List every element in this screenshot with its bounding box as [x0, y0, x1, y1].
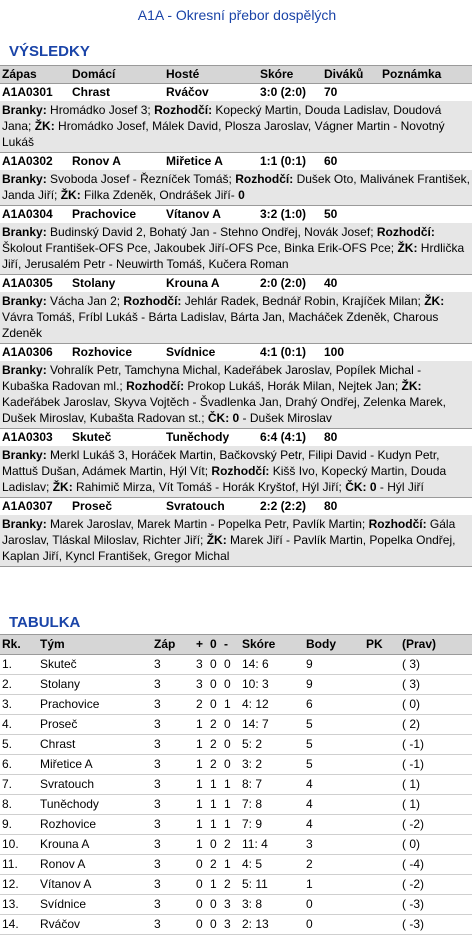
standings-pk — [366, 775, 402, 794]
match-away-team: Vítanov A — [166, 207, 221, 221]
table-heading: TABULKA — [9, 614, 81, 631]
col-draws: 0 — [210, 637, 217, 651]
match-list — [0, 84, 472, 567]
detail-label: Branky: — [2, 225, 47, 239]
standings-team-name: Svratouch — [40, 777, 95, 791]
standings-draws: 1 — [210, 797, 217, 811]
match-row — [0, 498, 472, 515]
standings-wins: 1 — [196, 777, 203, 791]
standings-draws: 1 — [210, 877, 217, 891]
match-note — [382, 84, 472, 101]
detail-label: Rozhodčí: — [126, 379, 185, 393]
match-score: 3:2 (1:0) — [260, 207, 307, 221]
match-row — [0, 275, 472, 292]
standings-played: 3 — [154, 757, 161, 771]
detail-text: Kadeřábek Jaroslav, Skyva Vojtěch - Švadlenka Jan, Drahý Ondřej, Zelenka Marek, Dušek Miroslav, Kubašta Radovan st.; — [2, 395, 446, 425]
detail-text: Dušek Oto, Malivánek František, Janda Jiří; — [2, 172, 470, 202]
detail-label: Branky: — [2, 294, 47, 308]
match-away-team: Rváčov — [166, 85, 209, 99]
detail-text: Hromádko Josef, Málek David, Plosza Jaroslav, Vágner Martin - Novotný Lukáš — [2, 119, 445, 149]
standings-points: 4 — [306, 817, 313, 831]
detail-text: Merkl Lukáš 3, Horáček Martin, Bačkovský Petr, Filipi David - Kudyn Petr, Mattuš Dušan, Adámek Martin, Hýl Vít; — [2, 448, 440, 478]
match-score: 4:1 (0:1) — [260, 345, 307, 359]
standings-team-name: Stolany — [40, 677, 81, 691]
standings-losses: 1 — [224, 777, 231, 791]
standings-points: 1 — [306, 877, 313, 891]
standings-rank: 6. — [2, 757, 13, 771]
standings-prav: ( 1) — [402, 777, 420, 791]
standings-team-name: Krouna A — [40, 837, 90, 851]
standings-losses: 3 — [224, 917, 231, 931]
match-detail — [0, 515, 472, 567]
match-away-team: Krouna A — [166, 276, 220, 290]
standings-draws: 2 — [210, 857, 217, 871]
standings-score: 8: 7 — [242, 777, 263, 791]
match-detail — [0, 101, 472, 153]
detail-text: Vohralík Petr, Tamchyna Michal, Kadeřábek Jaroslav, Popílek Michal - Kubaška Radovan ml.; — [2, 363, 422, 393]
standings-losses: 2 — [224, 877, 231, 891]
detail-label: Branky: — [2, 172, 47, 186]
standings-rank: 1. — [2, 657, 13, 671]
detail-label: ČK: 0 — [345, 480, 377, 494]
standings-score: 7: 9 — [242, 817, 263, 831]
standings-played: 3 — [154, 817, 161, 831]
standings-points: 2 — [306, 857, 313, 871]
col-played: Záp — [154, 637, 176, 651]
match-score: 2:0 (2:0) — [260, 276, 307, 290]
detail-text: Filka Zdeněk, Ondrášek Jiří- — [80, 188, 239, 202]
match-home-team: Stolany — [72, 276, 116, 290]
standings-team-name: Proseč — [40, 717, 78, 731]
standings-table — [0, 634, 472, 935]
standings-prav: ( 3) — [402, 677, 420, 691]
match-note — [382, 206, 472, 223]
detail-text: Vávra Tomáš, Fríbl Lukáš - Bárta Ladislav, Bárta Jan, Macháček Zdeněk, Charous Zdeněk — [2, 310, 439, 340]
detail-label: Rozhodčí: — [235, 172, 294, 186]
standings-score: 4: 12 — [242, 697, 269, 711]
standings-prav: ( -2) — [402, 877, 424, 891]
detail-text: Kišš Ivo, Kopecký Martin, Douda Ladislav; — [2, 464, 447, 494]
detail-text: - Dušek Miroslav — [239, 411, 332, 425]
match-code: A1A0302 — [2, 154, 53, 168]
standings-header-row — [0, 634, 472, 655]
standings-score: 11: 4 — [242, 837, 268, 851]
results-heading: VÝSLEDKY — [9, 43, 90, 60]
detail-label: Rozhodčí: — [154, 103, 213, 117]
standings-points: 0 — [306, 897, 313, 911]
col-losses: - — [224, 637, 228, 651]
standings-score: 4: 5 — [242, 857, 263, 871]
detail-label: ČK: 0 — [207, 411, 240, 425]
standings-pk — [366, 875, 402, 894]
detail-text: Budinský David 2, Bohatý Jan - Stehno Ondřej, Novák Josef; — [46, 225, 377, 239]
standings-wins: 1 — [196, 717, 203, 731]
standings-prav: ( -3) — [402, 917, 424, 931]
standings-losses: 0 — [224, 717, 231, 731]
col-score: Skóre — [242, 637, 276, 651]
standings-points: 6 — [306, 697, 313, 711]
standings-team-name: Prachovice — [40, 697, 100, 711]
standings-draws: 0 — [210, 697, 217, 711]
standings-losses: 2 — [224, 837, 231, 851]
standings-prav: ( -1) — [402, 757, 424, 771]
results-col-away: Hosté — [166, 67, 200, 81]
match-detail — [0, 361, 472, 429]
standings-wins: 1 — [196, 737, 203, 751]
standings-row — [0, 675, 472, 695]
match-home-team: Chrast — [72, 85, 111, 99]
standings-prav: ( -1) — [402, 737, 424, 751]
standings-rank: 2. — [2, 677, 13, 691]
standings-losses: 1 — [224, 817, 231, 831]
detail-text: - Hýl Jiří — [376, 480, 424, 494]
standings-row — [0, 855, 472, 875]
standings-wins: 1 — [196, 837, 203, 851]
standings-body — [0, 655, 472, 935]
standings-draws: 2 — [210, 757, 217, 771]
standings-points: 9 — [306, 657, 313, 671]
standings-rank: 14. — [2, 917, 19, 931]
match-note — [382, 429, 472, 446]
standings-score: 5: 2 — [242, 737, 263, 751]
standings-rank: 3. — [2, 697, 13, 711]
standings-played: 3 — [154, 677, 161, 691]
detail-label: Rozhodčí: — [368, 517, 427, 531]
standings-pk — [366, 755, 402, 774]
detail-text: Jehlár Radek, Bednář Robin, Krajíček Milan; — [181, 294, 425, 308]
standings-wins: 2 — [196, 697, 203, 711]
standings-pk — [366, 895, 402, 914]
standings-points: 4 — [306, 777, 313, 791]
standings-row — [0, 775, 472, 795]
match-note — [382, 344, 472, 361]
match-code: A1A0306 — [2, 345, 53, 359]
match-home-team: Prachovice — [72, 207, 137, 221]
match-score: 1:1 (0:1) — [260, 154, 307, 168]
standings-played: 3 — [154, 697, 161, 711]
standings-row — [0, 795, 472, 815]
detail-text: Vácha Jan 2; — [46, 294, 124, 308]
detail-label: Branky: — [2, 517, 47, 531]
match-away-team: Miřetice A — [166, 154, 223, 168]
col-prav: (Prav) — [402, 637, 437, 651]
col-pk: PK — [366, 637, 383, 651]
standings-row — [0, 895, 472, 915]
page-title: A1A - Okresní přebor dospělých — [137, 7, 337, 23]
match-row — [0, 206, 472, 223]
standings-losses: 1 — [224, 857, 231, 871]
detail-label: ŽK: — [206, 533, 227, 547]
col-rank: Rk. — [2, 637, 21, 651]
match-code: A1A0301 — [2, 85, 53, 99]
standings-row — [0, 695, 472, 715]
standings-points: 3 — [306, 837, 313, 851]
match-detail — [0, 223, 472, 275]
match-home-team: Ronov A — [72, 154, 121, 168]
standings-score: 3: 2 — [242, 757, 263, 771]
detail-label: ŽK: — [401, 379, 422, 393]
standings-points: 4 — [306, 797, 313, 811]
standings-rank: 10. — [2, 837, 19, 851]
standings-prav: ( -4) — [402, 857, 424, 871]
standings-row — [0, 755, 472, 775]
standings-prav: ( 3) — [402, 657, 420, 671]
match-home-team: Rozhovice — [72, 345, 133, 359]
match-note — [382, 498, 472, 515]
standings-points: 5 — [306, 757, 313, 771]
standings-draws: 0 — [210, 657, 217, 671]
standings-played: 3 — [154, 857, 161, 871]
match-attendance: 60 — [324, 154, 338, 168]
standings-prav: ( -2) — [402, 817, 424, 831]
match-row — [0, 429, 472, 446]
standings-prav: ( 1) — [402, 797, 420, 811]
match-code: A1A0303 — [2, 430, 53, 444]
standings-draws: 0 — [210, 917, 217, 931]
match-attendance: 80 — [324, 430, 338, 444]
standings-score: 7: 8 — [242, 797, 263, 811]
detail-label: Rozhodčí: — [123, 294, 182, 308]
standings-played: 3 — [154, 837, 161, 851]
standings-team-name: Ronov A — [40, 857, 86, 871]
match-detail — [0, 292, 472, 344]
standings-row — [0, 655, 472, 675]
detail-text: Prokop Lukáš, Horák Milan, Nejtek Jan; — [184, 379, 402, 393]
detail-label: ŽK: — [52, 480, 73, 494]
standings-pk — [366, 915, 402, 934]
standings-score: 5: 11 — [242, 877, 268, 891]
standings-score: 2: 13 — [242, 917, 269, 931]
standings-team-name: Chrast — [40, 737, 76, 751]
standings-score: 14: 7 — [242, 717, 269, 731]
standings-pk — [366, 735, 402, 754]
standings-team-name: Vítanov A — [40, 877, 92, 891]
standings-rank: 8. — [2, 797, 13, 811]
match-score: 3:0 (2:0) — [260, 85, 307, 99]
standings-points: 5 — [306, 737, 313, 751]
standings-rank: 9. — [2, 817, 13, 831]
standings-row — [0, 815, 472, 835]
standings-losses: 3 — [224, 897, 231, 911]
results-header-row — [0, 65, 472, 84]
standings-draws: 0 — [210, 677, 217, 691]
detail-label: Branky: — [2, 448, 47, 462]
standings-rank: 7. — [2, 777, 13, 791]
standings-row — [0, 915, 472, 935]
standings-score: 14: 6 — [242, 657, 269, 671]
match-row — [0, 344, 472, 361]
match-score: 2:2 (2:2) — [260, 499, 307, 513]
standings-wins: 0 — [196, 897, 203, 911]
standings-points: 5 — [306, 717, 313, 731]
standings-rank: 11. — [2, 857, 18, 871]
match-code: A1A0304 — [2, 207, 53, 221]
results-col-home: Domácí — [72, 67, 116, 81]
standings-wins: 1 — [196, 757, 203, 771]
match-note — [382, 275, 472, 292]
standings-wins: 0 — [196, 877, 203, 891]
standings-draws: 0 — [210, 897, 217, 911]
standings-pk — [366, 835, 402, 854]
detail-label: Branky: — [2, 103, 47, 117]
standings-draws: 1 — [210, 777, 217, 791]
standings-prav: ( -3) — [402, 897, 424, 911]
results-col-attendance: Diváků — [324, 67, 364, 81]
standings-losses: 0 — [224, 677, 231, 691]
standings-losses: 0 — [224, 657, 231, 671]
standings-rank: 4. — [2, 717, 13, 731]
match-attendance: 80 — [324, 499, 338, 513]
match-home-team: Skuteč — [72, 430, 112, 444]
match-attendance: 40 — [324, 276, 338, 290]
standings-wins: 3 — [196, 677, 203, 691]
match-row — [0, 84, 472, 101]
results-col-note: Poznámka — [382, 67, 442, 81]
standings-team-name: Miřetice A — [40, 757, 93, 771]
detail-text: Marek Jaroslav, Marek Martin - Popelka Petr, Pavlík Martin; — [46, 517, 369, 531]
detail-label: ŽK: — [424, 294, 445, 308]
standings-played: 3 — [154, 657, 161, 671]
standings-pk — [366, 855, 402, 874]
match-detail — [0, 446, 472, 498]
match-attendance: 50 — [324, 207, 338, 221]
standings-row — [0, 735, 472, 755]
match-attendance: 100 — [324, 345, 345, 359]
standings-played: 3 — [154, 797, 161, 811]
detail-text: Školout František-OFS Pce, Jakoubek Jiří-OFS Pce, Binka Erik-OFS Pce; — [2, 241, 398, 255]
standings-score: 3: 8 — [242, 897, 263, 911]
standings-wins: 1 — [196, 797, 203, 811]
col-wins: + — [196, 637, 204, 651]
standings-prav: ( 2) — [402, 717, 420, 731]
standings-row — [0, 875, 472, 895]
standings-pk — [366, 675, 402, 694]
detail-text: Svoboda Josef - Řezníček Tomáš; — [46, 172, 236, 186]
standings-team-name: Rozhovice — [40, 817, 97, 831]
standings-team-name: Skuteč — [40, 657, 77, 671]
standings-played: 3 — [154, 737, 161, 751]
match-attendance: 70 — [324, 85, 338, 99]
standings-wins: 1 — [196, 817, 203, 831]
match-away-team: Svratouch — [166, 499, 225, 513]
standings-draws: 0 — [210, 837, 217, 851]
col-points: Body — [306, 637, 336, 651]
standings-played: 3 — [154, 877, 161, 891]
standings-wins: 3 — [196, 657, 203, 671]
standings-losses: 1 — [224, 697, 231, 711]
standings-draws: 2 — [210, 717, 217, 731]
standings-prav: ( 0) — [402, 837, 420, 851]
match-detail — [0, 170, 472, 206]
standings-losses: 0 — [224, 737, 231, 751]
results-col-code: Zápas — [2, 67, 37, 81]
detail-text: Hromádko Josef 3; — [46, 103, 155, 117]
standings-prav: ( 0) — [402, 697, 420, 711]
detail-label: ŽK: — [397, 241, 418, 255]
detail-text: Marek Jiří - Pavlík Martin, Popelka Ondřej, Kaplan Jiří, Kyncl František, Gregor Michal — [2, 533, 456, 563]
standings-pk — [366, 795, 402, 814]
detail-label: 0 — [238, 188, 245, 202]
match-code: A1A0307 — [2, 499, 53, 513]
match-score: 6:4 (4:1) — [260, 430, 307, 444]
match-away-team: Svídnice — [166, 345, 216, 359]
standings-played: 3 — [154, 717, 161, 731]
detail-label: Rozhodčí: — [211, 464, 270, 478]
standings-pk — [366, 815, 402, 834]
detail-label: ŽK: — [34, 119, 55, 133]
standings-wins: 0 — [196, 857, 203, 871]
detail-text: Rahimič Mirza, Vít Tomáš - Horák Kryštof, Hýl Jiří; — [72, 480, 346, 494]
match-note — [382, 153, 472, 170]
standings-points: 0 — [306, 917, 313, 931]
standings-rank: 13. — [2, 897, 19, 911]
standings-played: 3 — [154, 897, 161, 911]
detail-label: Branky: — [2, 363, 47, 377]
standings-losses: 1 — [224, 797, 231, 811]
standings-row — [0, 835, 472, 855]
standings-losses: 0 — [224, 757, 231, 771]
standings-team-name: Svídnice — [40, 897, 87, 911]
match-home-team: Proseč — [72, 499, 113, 513]
standings-played: 3 — [154, 777, 161, 791]
detail-label: ŽK: — [60, 188, 81, 202]
standings-pk — [366, 655, 402, 674]
standings-pk — [366, 715, 402, 734]
detail-text: Gála Jaroslav, Tláskal Miloslav, Richter Jiří; — [2, 517, 456, 547]
results-col-score: Skóre — [260, 67, 294, 81]
standings-team-name: Tuněchody — [40, 797, 99, 811]
standings-wins: 0 — [196, 917, 203, 931]
results-table — [0, 65, 472, 567]
standings-draws: 1 — [210, 817, 217, 831]
detail-text: Kopecký Martin, Douda Ladislav, Doudová Jana; — [2, 103, 442, 133]
detail-text: Hrdlička Jiří, Jerusalém Petr - Neuwirth Tomáš, Kučera Roman — [2, 241, 465, 271]
standings-pk — [366, 695, 402, 714]
standings-rank: 5. — [2, 737, 13, 751]
standings-played: 3 — [154, 917, 161, 931]
standings-draws: 2 — [210, 737, 217, 751]
standings-rank: 12. — [2, 877, 19, 891]
col-team: Tým — [40, 637, 65, 651]
standings-score: 10: 3 — [242, 677, 269, 691]
standings-points: 9 — [306, 677, 313, 691]
match-row — [0, 153, 472, 170]
standings-row — [0, 715, 472, 735]
match-code: A1A0305 — [2, 276, 53, 290]
standings-team-name: Rváčov — [40, 917, 81, 931]
detail-label: Rozhodčí: — [376, 225, 435, 239]
match-away-team: Tuněchody — [166, 430, 230, 444]
